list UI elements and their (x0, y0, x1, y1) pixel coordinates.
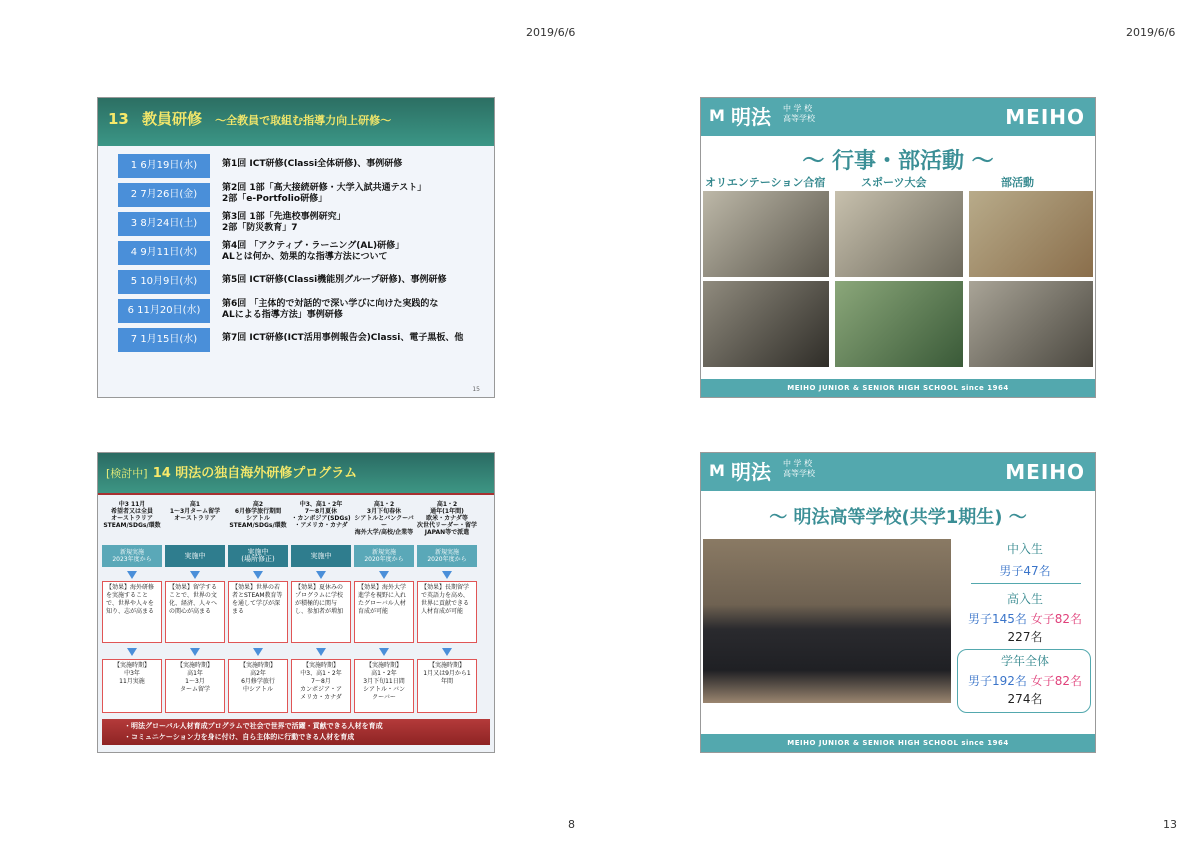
slide-subtitle: ～全教員で取組む指導力向上研修～ (215, 114, 392, 127)
program-status: 新規実施 2023年度から (102, 545, 162, 567)
arrow-down-icon (316, 648, 326, 656)
program-column-header: 高1 1～3月ターム留学 オーストラリア (169, 501, 221, 522)
arrow-down-icon (316, 571, 326, 579)
list-item (118, 212, 488, 240)
program-status: 実施中 (291, 545, 351, 567)
training-date: 1 6月19日(水) (118, 154, 210, 178)
program-period: 【実施時期】 高2年 6月修学旅行 中シアトル (228, 659, 288, 713)
grade-label: 学年全体 (1000, 654, 1049, 668)
program-column-header: 中3、高1・2年 7～8月夏休 ・カンボジア(SDGs) ・アメリカ・カナダ (291, 501, 351, 529)
program-effect: 【効果】長期留学で英語力を高め、世界に貢献できる人材育成が可能 (417, 581, 477, 643)
logo-sub-line: 中 学 校 (783, 459, 813, 468)
list-item (118, 241, 488, 269)
training-date: 2 7月26日(金) (118, 183, 210, 207)
training-desc: 第6回 「主体的で対話的で深い学びに向けた実践的な ALによる指導方法」事例研修 (222, 299, 439, 320)
program-column-header: 高1・2 通年(1年間) 欧米・カナダ等 次世代リーダー・留学 JAPAN等で派遣 (417, 501, 478, 536)
summary-banner (102, 719, 490, 745)
program-effect: 【効果】海外大学進学を視野に入れたグローバル人材育成が可能 (354, 581, 414, 643)
slide-overseas-program (97, 452, 495, 753)
program-column-header: 高1・2 3月下旬春休 シアトルとバンクーバー 海外大学/高校/企業等 (354, 501, 414, 536)
slide-first-coed-class (700, 452, 1096, 753)
page-number-left: 8 (568, 818, 575, 831)
arrow-down-icon (379, 571, 389, 579)
training-date: 6 11月20日(水) (118, 299, 210, 323)
photo-sports-1 (835, 191, 963, 277)
arrow-down-icon (253, 571, 263, 579)
program-effect: 【効果】夏休みのプログラムに学校が積極的に関与し、参加者が増加 (291, 581, 351, 643)
list-item (118, 299, 488, 327)
photo-club-1 (969, 191, 1093, 277)
slide-header-bar (701, 98, 1095, 136)
grade-counts (959, 673, 1091, 689)
brand-name: MEIHO (1005, 105, 1085, 129)
meiho-logo-icon: M (709, 461, 725, 480)
program-column-header: 中3 11月 希望者又は全員 オーストラリア STEAM/SDGs/環数 (103, 501, 161, 529)
category-label: スポーツ大会 (861, 176, 927, 189)
slide-events-clubs (700, 97, 1096, 398)
photo-orientation-1 (703, 191, 829, 277)
divider (98, 493, 494, 495)
training-date: 3 8月24日(土) (118, 212, 210, 236)
junior-boys: 男子47名 (999, 564, 1051, 578)
arrow-down-icon (379, 648, 389, 656)
program-effect: 【効果】海外研修を実施することで、世界や人々を知り、志が高まる (102, 581, 162, 643)
training-desc: 第5回 ICT研修(Classi機能別グループ研修)、事例研修 (222, 275, 447, 285)
training-desc: 第2回 1部「高大接続研修・大学入試共通テスト」 2部「e-Portfolio研修」 (222, 183, 427, 204)
summary-line: ・コミュニケーション力を身に付け、自ら主体的に行動できる人材を育成 (124, 733, 355, 741)
category-label: 部活動 (1001, 176, 1034, 189)
arrow-down-icon (190, 648, 200, 656)
arrow-down-icon (253, 648, 263, 656)
slide-heading: ～ 行事・部活動 ～ (802, 149, 994, 174)
arrow-down-icon (127, 571, 137, 579)
training-date: 7 1月15日(水) (118, 328, 210, 352)
program-status: 新規実施 2020年度から (417, 545, 477, 567)
grade-total: 274名 (1007, 692, 1043, 706)
grade-girls: 女子82名 (1030, 674, 1082, 688)
logo-sub-line: 高等学校 (783, 114, 815, 123)
slide-title-bar (98, 453, 494, 493)
school-logo-sub (783, 104, 815, 124)
logo-sub-line: 高等学校 (783, 469, 815, 478)
program-status: 実施中 (165, 545, 225, 567)
slide-teacher-training (97, 97, 495, 398)
slide-heading: ～ 明法高等学校(共学1期生) ～ (769, 507, 1027, 528)
training-date: 5 10月9日(水) (118, 270, 210, 294)
training-desc: 第4回 「アクティブ・ラーニング(AL)研修」 ALとは何か、効果的な指導方法について (222, 241, 405, 262)
program-period: 【実施時期】 高1・2年 3月下旬11日間 シアトル・バン クーバー (354, 659, 414, 713)
header-date-right: 2019/6/6 (1126, 26, 1176, 39)
logo-sub-line: 中 学 校 (783, 104, 813, 113)
program-period: 【実施時期】 中3、高1・2年 7～8月 カンボジア・ア メリカ・カナダ (291, 659, 351, 713)
divider (971, 583, 1081, 584)
header-date-left: 2019/6/6 (526, 26, 576, 39)
arrow-down-icon (442, 648, 452, 656)
meiho-logo-icon: M (709, 106, 725, 125)
program-period: 【実施時期】 高1年 1～3月 ターム留学 (165, 659, 225, 713)
slide-header-bar (701, 453, 1095, 491)
photo-orientation-2 (703, 281, 829, 367)
program-effect: 【効果】世界の若者とSTEAM教育等を通して学びが深まる (228, 581, 288, 643)
school-logo-text: 明法 (731, 460, 771, 484)
slide-title: 教員研修 (141, 110, 202, 128)
photo-sports-2 (835, 281, 963, 367)
class-group-photo (703, 539, 951, 703)
school-logo-text: 明法 (731, 105, 771, 129)
photo-club-2 (969, 281, 1093, 367)
arrow-down-icon (127, 648, 137, 656)
slide-page-number: 15 (472, 386, 480, 393)
program-period: 【実施時期】 中3年 11月実施 (102, 659, 162, 713)
training-desc: 第1回 ICT研修(Classi全体研修)、事例研修 (222, 159, 403, 169)
program-column-header: 高2 6月修学旅行期間 シアトル STEAM/SDGs/環数 (229, 501, 287, 529)
training-date: 4 9月11日(水) (118, 241, 210, 265)
grade-boys: 男子192名 (967, 674, 1027, 688)
training-desc: 第7回 ICT研修(ICT活用事例報告会)Classi、電子黒板、他 (222, 333, 464, 343)
slide-title: 14 明法の独自海外研修プログラム (152, 466, 358, 481)
brand-name: MEIHO (1005, 460, 1085, 484)
senior-girls: 女子82名 (1030, 612, 1082, 626)
status-badge: [検討中] (106, 467, 148, 480)
program-status: 新規実施 2020年度から (354, 545, 414, 567)
slide-footer: MEIHO JUNIOR & SENIOR HIGH SCHOOL since 1964 (701, 734, 1095, 752)
list-item (118, 328, 488, 356)
arrow-down-icon (190, 571, 200, 579)
program-period: 【実施時期】 1月又は9月から1年間 (417, 659, 477, 713)
arrow-down-icon (442, 571, 452, 579)
senior-label: 高入生 (1006, 592, 1043, 606)
slide-number-title: 13 (108, 110, 129, 128)
summary-line: ・明法グローバル人材育成プログラムで社会で世界で活躍・貢献できる人材を育成 (124, 722, 383, 730)
list-item (118, 183, 488, 211)
slide-title-bar (98, 98, 494, 146)
category-label: オリエンテーション合宿 (705, 176, 826, 189)
senior-boys: 男子145名 (967, 612, 1027, 626)
list-item (118, 270, 488, 298)
training-desc: 第3回 1部「先進校事例研究」 2部「防災教育」7 (222, 212, 346, 233)
list-item (118, 154, 488, 182)
slide-footer: MEIHO JUNIOR & SENIOR HIGH SCHOOL since 1964 (701, 379, 1095, 397)
senior-counts (959, 611, 1091, 627)
school-logo-sub (783, 459, 815, 479)
senior-total: 227名 (1007, 630, 1043, 644)
junior-label: 中入生 (1006, 542, 1043, 556)
training-list (118, 154, 488, 357)
program-effect: 【効果】留学することで、世界の文化、経済、人々への関心が高まる (165, 581, 225, 643)
page-number-right: 13 (1163, 818, 1177, 831)
program-status: 実施中 (場所修正) (228, 545, 288, 567)
